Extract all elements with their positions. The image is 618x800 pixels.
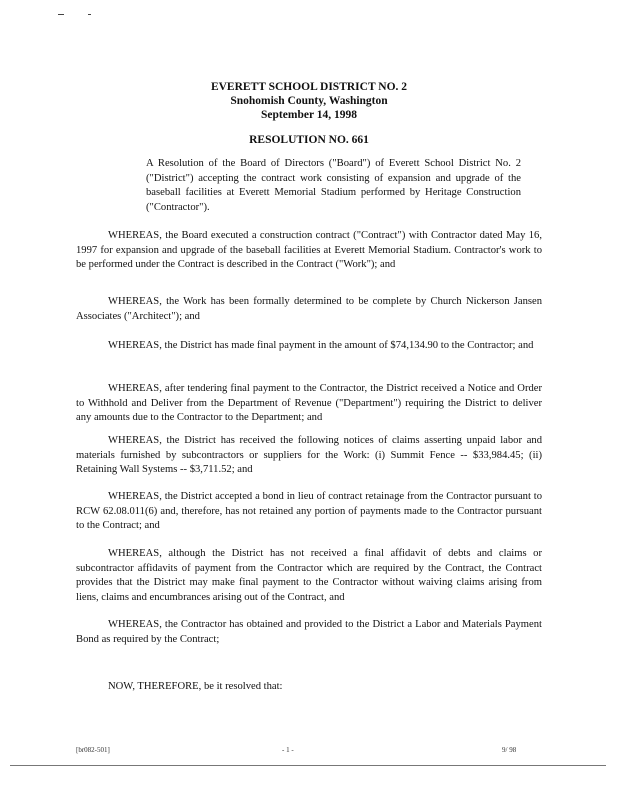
- whereas-paragraph-7: WHEREAS, although the District has not received a final affidavit of debts and claims or subcontractor affidavits of payment from the Contractor which are required by the Contract, the Contract provides that the District may make final payment to the Contractor without waiving claims arising from liens, claims and encumbrances arising out of the Contract, and: [76, 548, 542, 603]
- whereas-paragraph-4: WHEREAS, after tendering final payment to the Contractor, the District received a Notice and Order to Withhold and Deliver from the Department of Revenue ("Department") requiring the District to deliver any amounts due to the Contractor to the Department; and: [76, 383, 542, 423]
- whereas-paragraph-3: WHEREAS, the District has made final payment in the amount of $74,134.90 to the Contractor; and: [108, 340, 534, 351]
- district-name: EVERETT SCHOOL DISTRICT NO. 2: [210, 81, 408, 93]
- footer-page-number: - 1 -: [282, 746, 294, 754]
- scan-mark: [58, 14, 64, 15]
- resolution-date: September 14, 1998: [261, 109, 357, 121]
- resolution-abstract: A Resolution of the Board of Directors ("Board") of Everett School District No. 2 ("District") accepting the contract work consisting of expansion and upgrade of the baseball facilities at Everett Memorial Stadium performed by Heritage Construction ("Contractor").: [146, 158, 521, 213]
- whereas-paragraph-2: WHEREAS, the Work has been formally determined to be complete by Church Nickerson Jansen Associates ("Architect"); and: [76, 296, 542, 322]
- resolution-title: RESOLUTION NO. 661: [249, 134, 369, 146]
- footer-doc-id: [br082-501]: [76, 746, 110, 754]
- footer-date: 9/ 98: [502, 746, 517, 754]
- whereas-paragraph-5: WHEREAS, the District has received the following notices of claims asserting unpaid labor and materials furnished by subcontractors or suppliers for the Work: (i) Summit Fence -- $33,984.45; (ii) Retaining Wall Systems -- $3,711.52; and: [76, 435, 542, 475]
- scan-mark: [88, 14, 91, 15]
- county-line: Snohomish County, Washington: [230, 95, 388, 107]
- whereas-paragraph-6: WHEREAS, the District accepted a bond in lieu of contract retainage from the Contractor pursuant to RCW 62.08.011(6) and, therefore, has not retained any portion of payments made to the Contractor pursuant to the Contract; and: [76, 491, 542, 531]
- resolved-clause: NOW, THEREFORE, be it resolved that:: [108, 681, 283, 692]
- footer-rule: [10, 765, 606, 766]
- whereas-paragraph-1: WHEREAS, the Board executed a construction contract ("Contract") with Contractor dated May 16, 1997 for expansion and upgrade of the baseball facilities at Everett Memorial Stadium. Contractor's work to be performed under the Contract is described in the Contract ("Work"); and: [76, 230, 542, 270]
- whereas-paragraph-8: WHEREAS, the Contractor has obtained and provided to the District a Labor and Materials Payment Bond as required by the Contract;: [76, 619, 542, 645]
